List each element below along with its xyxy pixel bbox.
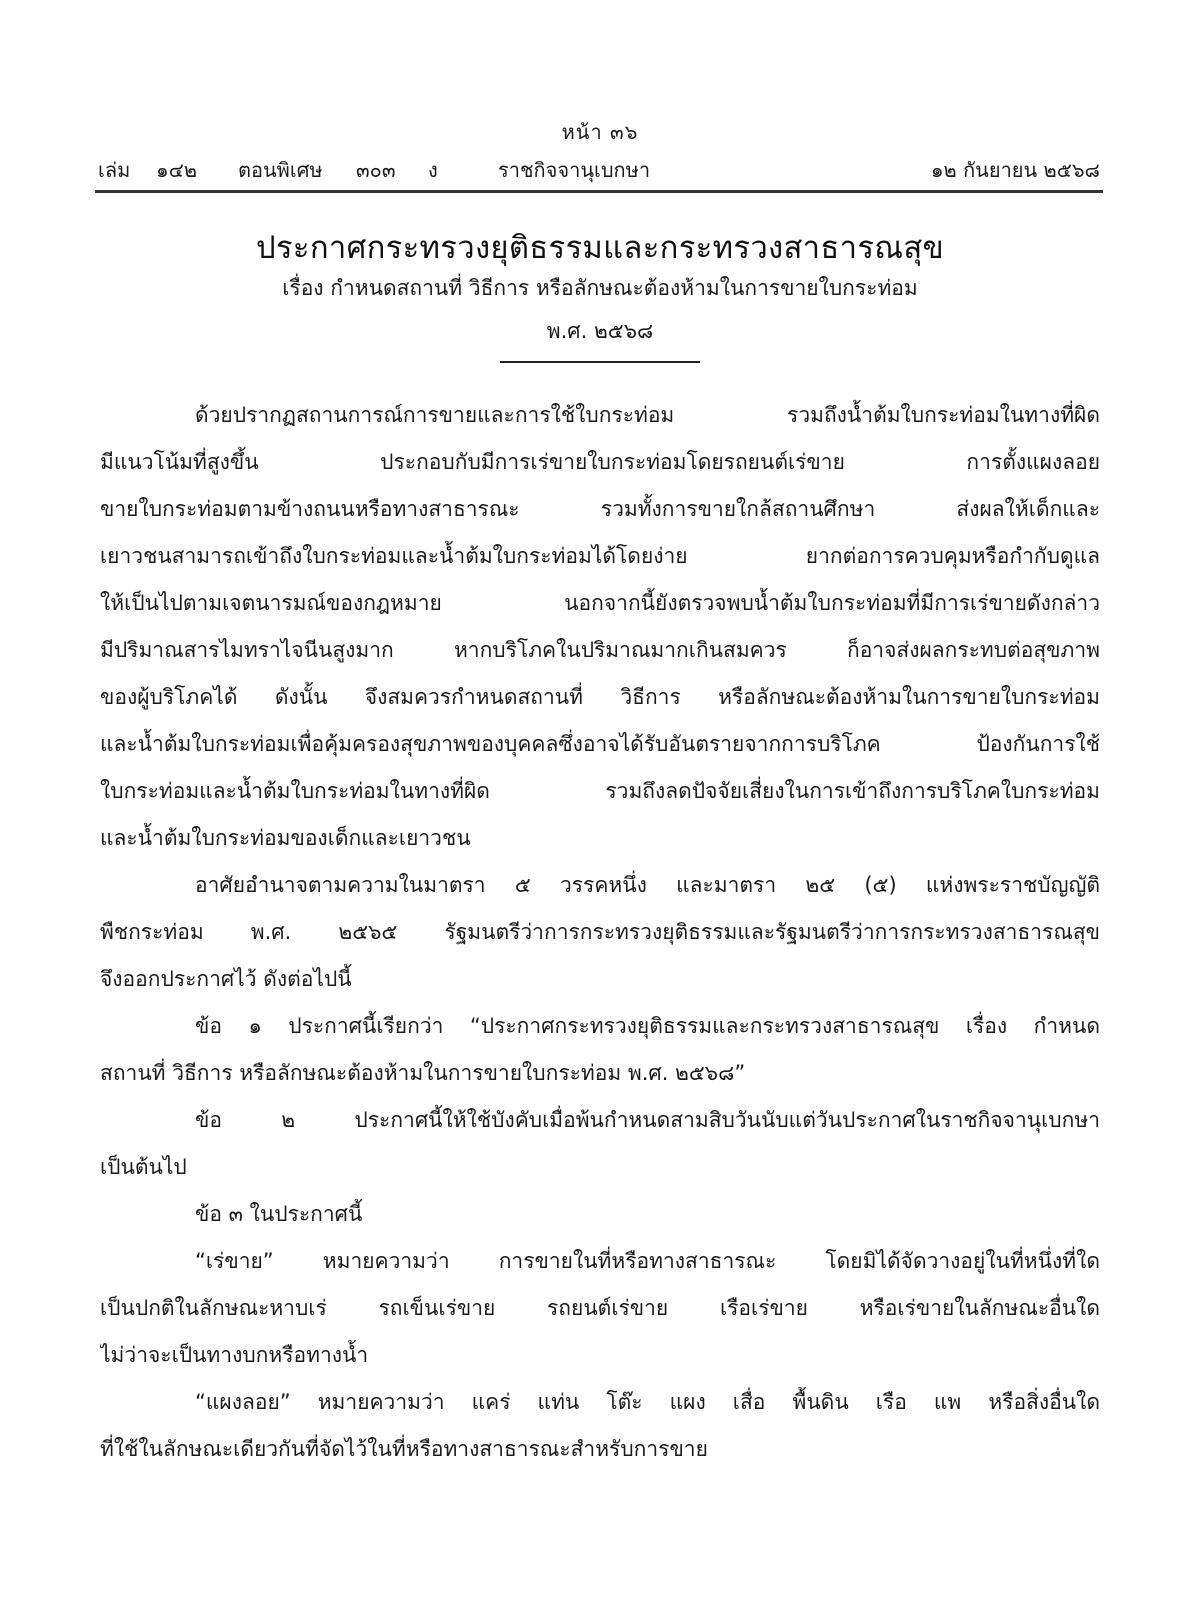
- body-line: “แผงลอย” หมายความว่า แคร่ แท่น โต๊ะ แผง เสื่อ พื้นดิน เรือ แพ หรือสิ่งอื่นใด: [195, 1390, 1100, 1414]
- body-line: มีปริมาณสารไมทราไจนีนสูงมาก หากบริโภคในปริมาณมากเกินสมควร ก็อาจส่งผลกระทบต่อสุขภาพ: [100, 638, 1100, 662]
- page-number: หน้า ๓๖: [561, 120, 639, 144]
- header-divider: [95, 190, 1103, 193]
- title-divider: [500, 361, 700, 363]
- body-line: ด้วยปรากฏสถานการณ์การขายและการใช้ใบกระท่อม รวมถึงน้ำต้มใบกระท่อมในทางที่ผิด: [195, 403, 1100, 427]
- body-line: และน้ำต้มใบกระท่อมของเด็กและเยาวชน: [100, 826, 471, 850]
- body-line: ข้อ ๒ ประกาศนี้ให้ใช้บังคับเมื่อพ้นกำหนดสามสิบวันนับแต่วันประกาศในราชกิจจานุเบกษา: [195, 1108, 1100, 1132]
- section-label: ตอนพิเศษ: [238, 158, 323, 182]
- body-line: เป็นปกติในลักษณะหาบเร่ รถเข็นเร่ขาย รถยนต์เร่ขาย เรือเร่ขาย หรือเร่ขายในลักษณะอื่นใด: [100, 1296, 1100, 1320]
- body-line: ให้เป็นไปตามเจตนารมณ์ของกฎหมาย นอกจากนี้ยังตรวจพบน้ำต้มใบกระท่อมที่มีการเร่ขายดังกล่าว: [100, 591, 1100, 615]
- gazette-header: [98, 154, 1100, 182]
- body-line: ข้อ ๓ ในประกาศนี้: [195, 1202, 363, 1226]
- volume-label: เล่ม: [98, 158, 131, 182]
- body-line: ใบกระท่อมและน้ำต้มใบกระท่อมในทางที่ผิด รวมถึงลดปัจจัยเสี่ยงในการเข้าถึงการบริโภคใบกระท่อม: [100, 779, 1100, 803]
- body-line: ที่ใช้ในลักษณะเดียวกันที่จัดไว้ในที่หรือทางสาธารณะสำหรับการขาย: [100, 1437, 708, 1461]
- body-line: จึงออกประกาศไว้ ดังต่อไปนี้: [100, 967, 352, 991]
- document-title: ประกาศกระทรวงยุติธรรมและกระทรวงสาธารณสุข: [255, 230, 945, 266]
- volume-number: ๑๔๒: [156, 158, 198, 182]
- gazette-name: ราชกิจจานุเบกษา: [498, 158, 651, 182]
- body-line: เยาวชนสามารถเข้าถึงใบกระท่อมและน้ำต้มใบกระท่อมได้โดยง่าย ยากต่อการควบคุมหรือกำกับดูแล: [100, 544, 1100, 568]
- body-line: ข้อ ๑ ประกาศนี้เรียกว่า “ประกาศกระทรวงยุติธรรมและกระทรวงสาธารณสุข เรื่อง กำหนด: [195, 1014, 1100, 1038]
- body-line: “เร่ขาย” หมายความว่า การขายในที่หรือทางสาธารณะ โดยมิได้จัดวางอยู่ในที่หนึ่งที่ใด: [195, 1249, 1100, 1273]
- document-subject: เรื่อง กำหนดสถานที่ วิธีการ หรือลักษณะต้องห้ามในการขายใบกระท่อม: [282, 276, 918, 300]
- body-line: ขายใบกระท่อมตามข้างถนนหรือทางสาธารณะ รวมทั้งการขายใกล้สถานศึกษา ส่งผลให้เด็กและ: [100, 497, 1100, 521]
- body-line: และน้ำต้มใบกระท่อมเพื่อคุ้มครองสุขภาพของบุคคลซึ่งอาจได้รับอันตรายจากการบริโภค ป้องกันการใช้: [100, 732, 1100, 756]
- document-body: [100, 398, 1100, 1479]
- body-line: ไม่ว่าจะเป็นทางบกหรือทางน้ำ: [100, 1343, 369, 1367]
- body-line: สถานที่ วิธีการ หรือลักษณะต้องห้ามในการขายใบกระท่อม พ.ศ. ๒๕๖๘”: [100, 1061, 746, 1085]
- section-suffix: ง: [428, 158, 438, 182]
- section-number: ๓๐๓: [356, 158, 396, 182]
- document-year: พ.ศ. ๒๕๖๘: [546, 319, 654, 343]
- body-line: ของผู้บริโภคได้ ดังนั้น จึงสมควรกำหนดสถานที่ วิธีการ หรือลักษณะต้องห้ามในการขายใบกระท่อม: [100, 685, 1100, 709]
- body-line: พืชกระท่อม พ.ศ. ๒๕๖๕ รัฐมนตรีว่าการกระทรวงยุติธรรมและรัฐมนตรีว่าการกระทรวงสาธารณสุข: [100, 920, 1100, 944]
- body-line: เป็นต้นไป: [100, 1155, 187, 1179]
- body-line: มีแนวโน้มที่สูงขึ้น ประกอบกับมีการเร่ขายใบกระท่อมโดยรถยนต์เร่ขาย การตั้งแผงลอย: [100, 450, 1100, 474]
- body-line: อาศัยอำนาจตามความในมาตรา ๕ วรรคหนึ่ง และมาตรา ๒๕ (๕) แห่งพระราชบัญญัติ: [195, 873, 1100, 897]
- publication-date: ๑๒ กันยายน ๒๕๖๘: [930, 158, 1100, 182]
